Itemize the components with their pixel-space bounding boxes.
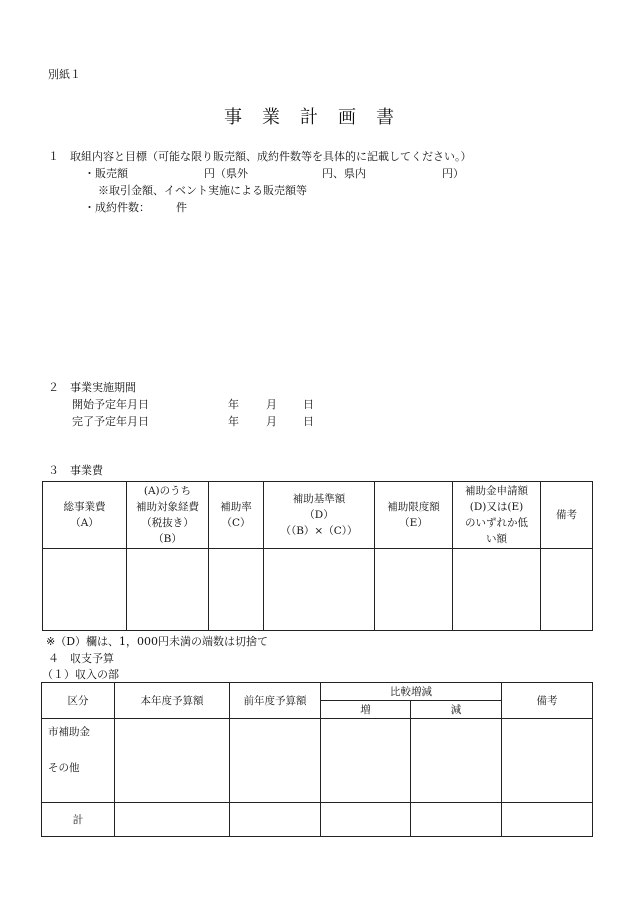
total-label: 計 [42,803,115,837]
cell-eligible-cost[interactable] [127,549,209,631]
section2-heading: ２ 事業実施期間 [48,381,136,394]
col-subsidy-rate: 補助率 （C） [209,482,264,549]
col-increase: 増 [321,701,411,719]
col-income-remarks: 備考 [502,683,593,719]
col-current-budget: 本年度予算額 [115,683,230,719]
cell-remarks[interactable] [541,549,593,631]
col-decrease: 減 [411,701,502,719]
cell-previous-budget[interactable] [230,719,321,803]
sales-label: ・販売額 [84,167,128,180]
row-label-city-subsidy: 市補助金 [48,726,90,738]
start-year-unit: 年 [228,398,239,411]
cell-application-amount[interactable] [453,549,541,631]
col-remarks: 備考 [541,482,593,549]
income-sub-heading: （１）収入の部 [42,668,119,681]
income-table [41,682,593,837]
sales-in-yen-label: 円） [442,167,464,180]
income-row-labels [42,719,115,803]
col-kubun: 区分 [42,683,115,719]
contracts-unit: 件 [176,201,187,214]
end-date-label: 完了予定年月日 [72,415,149,428]
sales-out-yen-label: 円、県内 [322,167,366,180]
contracts-label: ・成約件数： [84,201,150,214]
total-increase[interactable] [321,803,411,837]
col-application-amount: 補助金申請額 (D)又は(E) のいずれか低 い額 [453,482,541,549]
sales-note: ※取引金額、イベント実施による販売額等 [98,184,307,197]
col-base-amount: 補助基準額 （D） （（B）×（C）） [264,482,375,549]
start-day-unit: 日 [303,398,314,411]
section1-heading: １ 取組内容と目標（可能な限り販売額、成約件数等を具体的に記載してください。） [48,150,472,163]
total-previous-budget[interactable] [230,803,321,837]
start-month-unit: 月 [266,398,277,411]
attachment-label: 別紙１ [48,68,81,81]
cell-increase[interactable] [321,719,411,803]
rounding-note: ※（D）欄は、1，000円未満の端数は切捨て [46,635,269,648]
cell-base-amount[interactable] [264,549,375,631]
end-day-unit: 日 [303,415,314,428]
row-label-other: その他 [48,762,80,774]
col-previous-budget: 前年度予算額 [230,683,321,719]
cell-subsidy-rate[interactable] [209,549,264,631]
col-eligible-cost: (A)のうち 補助対象経費 （税抜き） （B） [127,482,209,549]
section4-heading: ４ 収支予算 [48,652,114,665]
total-current-budget[interactable] [115,803,230,837]
col-limit-amount: 補助限度額 （E） [375,482,453,549]
col-compare: 比較増減 [321,683,502,701]
end-month-unit: 月 [266,415,277,428]
total-decrease[interactable] [411,803,502,837]
start-date-label: 開始予定年月日 [72,398,149,411]
cell-limit-amount[interactable] [375,549,453,631]
cell-decrease[interactable] [411,719,502,803]
cell-total-cost[interactable] [43,549,127,631]
project-cost-table [42,481,593,631]
cell-current-budget[interactable] [115,719,230,803]
sales-yen-label: 円（県外 [204,167,248,180]
cell-income-remarks[interactable] [502,719,593,803]
page-title: 事業計画書 [224,107,414,128]
end-year-unit: 年 [228,415,239,428]
section3-heading: ３ 事業費 [48,464,103,477]
col-total-cost: 総事業費 （A） [43,482,127,549]
total-remarks[interactable] [502,803,593,837]
